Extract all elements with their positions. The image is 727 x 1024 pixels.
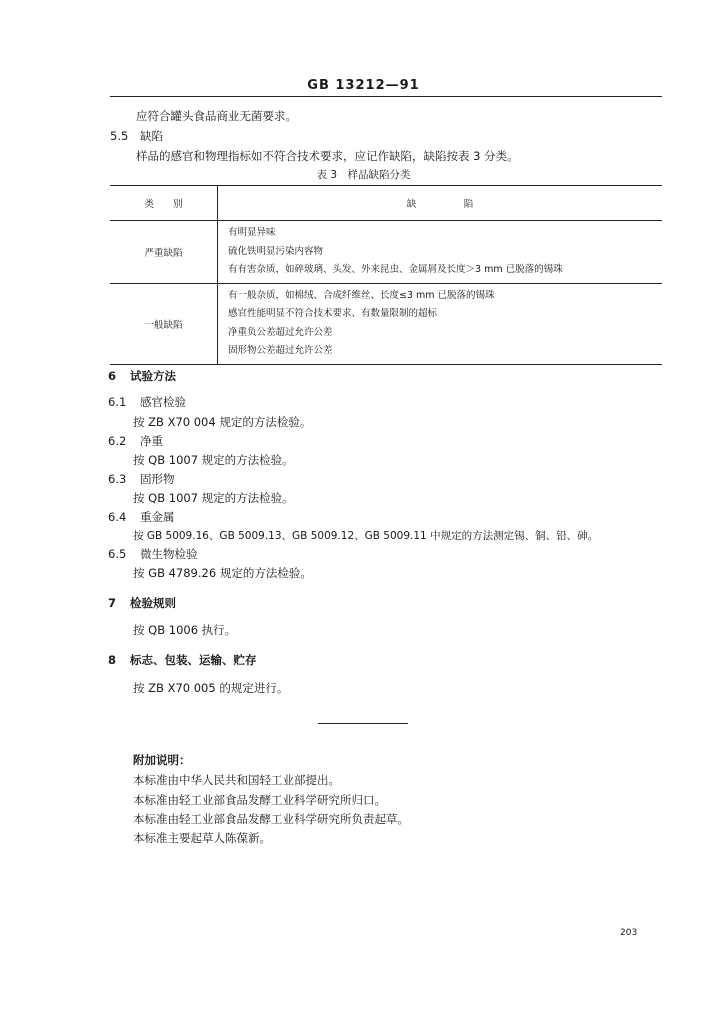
defect-item: 有有害杂质，如碎玻璃、头发、外来昆虫、金属屑及长度＞3 mm 已脱落的锡珠: [228, 264, 563, 275]
defect-item: 有一般杂质，如棉绒、合成纤维丝、长度≤3 mm 已脱落的锡珠: [228, 289, 495, 301]
notes-line: 本标准由轻工业部食品发酵工业科学研究所归口。: [133, 793, 386, 807]
table-header-row: [110, 186, 662, 221]
category-cell: 一般缺陷: [110, 283, 218, 364]
section-title: 试验方法: [130, 369, 177, 383]
table-row: [110, 221, 662, 284]
defect-item: 有明显异味: [228, 227, 276, 238]
subsection-number: 6.1: [108, 395, 127, 409]
subsection-6-4-heading: [108, 509, 174, 525]
section-5-5-heading: [110, 128, 163, 144]
column-header-category: 类 别: [110, 186, 218, 221]
subsection-6-2-heading: [108, 433, 163, 449]
defect-items-cell: [218, 221, 663, 284]
subsection-6-4-text: 按 GB 5009.16、GB 5009.13、GB 5009.12、GB 5009.11 中规定的方法测定锡、铜、铅、砷。: [133, 530, 599, 542]
section-title: 标志、包装、运输、贮存: [130, 653, 257, 667]
standard-number-header: GB 13212—91: [307, 78, 420, 93]
notes-line: 本标准由轻工业部食品发酵工业科学研究所负责起草。: [133, 812, 409, 826]
subsection-number: 6.2: [108, 434, 127, 448]
subsection-title: 重金属: [139, 510, 175, 524]
column-header-defects: 缺 陷: [218, 186, 663, 221]
defect-classification-table: [110, 185, 662, 365]
section-number: 7: [108, 596, 117, 610]
section-7-heading: [108, 595, 176, 611]
subsection-6-1-text: 按 ZB X70 004 规定的方法检验。: [133, 415, 312, 429]
subsection-title: 固形物: [139, 472, 175, 486]
end-separator-rule: [318, 723, 408, 724]
section-6-heading: [108, 368, 176, 384]
notes-line: 本标准主要起草人陈葆新。: [133, 831, 271, 845]
intro-line: 应符合罐头食品商业无菌要求。: [136, 109, 297, 123]
subsection-number: 6.3: [108, 472, 127, 486]
subsection-6-3-text: 按 QB 1007 规定的方法检验。: [133, 491, 294, 505]
section-number: 5.5: [110, 129, 129, 143]
subsection-title: 净重: [139, 434, 163, 448]
category-cell: 严重缺陷: [110, 221, 218, 284]
subsection-6-2-text: 按 QB 1007 规定的方法检验。: [133, 453, 294, 467]
section-title: 缺陷: [139, 129, 163, 143]
page-number: 203: [620, 928, 638, 938]
header-rule: [110, 96, 662, 97]
section-8-text: 按 ZB X70 005 的规定进行。: [133, 681, 289, 695]
subsection-title: 微生物检验: [139, 547, 198, 561]
section-number: 6: [108, 369, 117, 383]
subsection-number: 6.5: [108, 547, 127, 561]
subsection-6-3-heading: [108, 471, 174, 487]
defect-item: 固形物公差超过允许公差: [228, 345, 333, 356]
section-title: 检验规则: [130, 596, 177, 610]
subsection-6-1-heading: [108, 394, 186, 410]
defect-item: 感官性能明显不符合技术要求、有数量限制的超标: [228, 308, 438, 319]
defect-item: 硫化铁明显污染内容物: [228, 245, 324, 257]
subsection-6-5-heading: [108, 546, 197, 562]
section-number: 8: [108, 653, 117, 667]
subsection-number: 6.4: [108, 510, 127, 524]
section-5-5-text: 样品的感官和物理指标如不符合技术要求，应记作缺陷，缺陷按表 3 分类。: [136, 149, 519, 163]
subsection-6-5-text: 按 GB 4789.26 规定的方法检验。: [133, 566, 312, 580]
notes-title: 附加说明：: [133, 753, 191, 767]
table-row: [110, 283, 662, 364]
notes-line: 本标准由中华人民共和国轻工业部提出。: [133, 773, 340, 787]
section-7-text: 按 QB 1006 执行。: [133, 623, 237, 637]
defect-item: 净重负公差超过允许公差: [228, 326, 333, 338]
defect-items-cell: [218, 283, 663, 364]
section-8-heading: [108, 652, 257, 668]
table-caption: 表 3 样品缺陷分类: [316, 169, 411, 181]
subsection-title: 感官检验: [139, 395, 186, 409]
